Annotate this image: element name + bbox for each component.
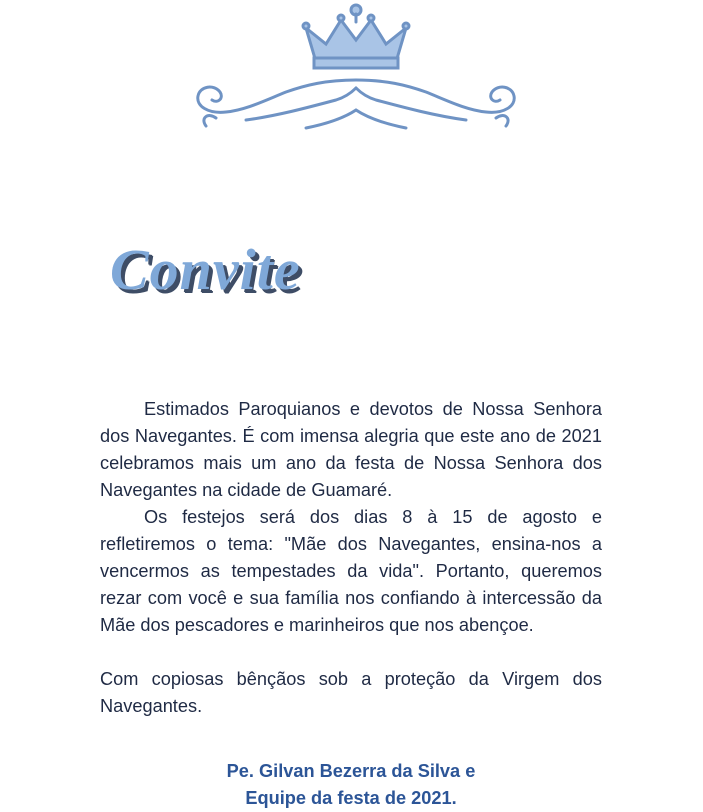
page-title: Convite [110, 237, 301, 302]
signature-line-2: Equipe da festa de 2021. [245, 788, 457, 808]
paragraph-blessing: Com copiosas bênçãos sob a proteção da Virgem dos Navegantes. [100, 669, 602, 716]
signature-block [100, 758, 602, 812]
signature-line-1: Pe. Gilvan Bezerra da Silva e [226, 761, 476, 781]
paragraph-greeting: Estimados Paroquianos e devotos de Nossa Senhora dos Navegantes. É com imensa alegria que este ano de 2021 celebramos mais um ano da festa de Nossa Senhora dos Navegantes na cidade de Guamaré. [100, 399, 602, 500]
letter-body [100, 396, 602, 720]
crown-ornament-icon [186, 0, 526, 150]
paragraph-festivities: Os festejos será dos dias 8 à 15 de agosto e refletiremos o tema: "Mãe dos Navegantes, ensina-nos a vencermos as tempestades da vida". Portanto, queremos rezar com você e sua família nos confiando à intercessão da Mãe dos pescadores e marinheiros que nos abençoe. [100, 507, 602, 635]
